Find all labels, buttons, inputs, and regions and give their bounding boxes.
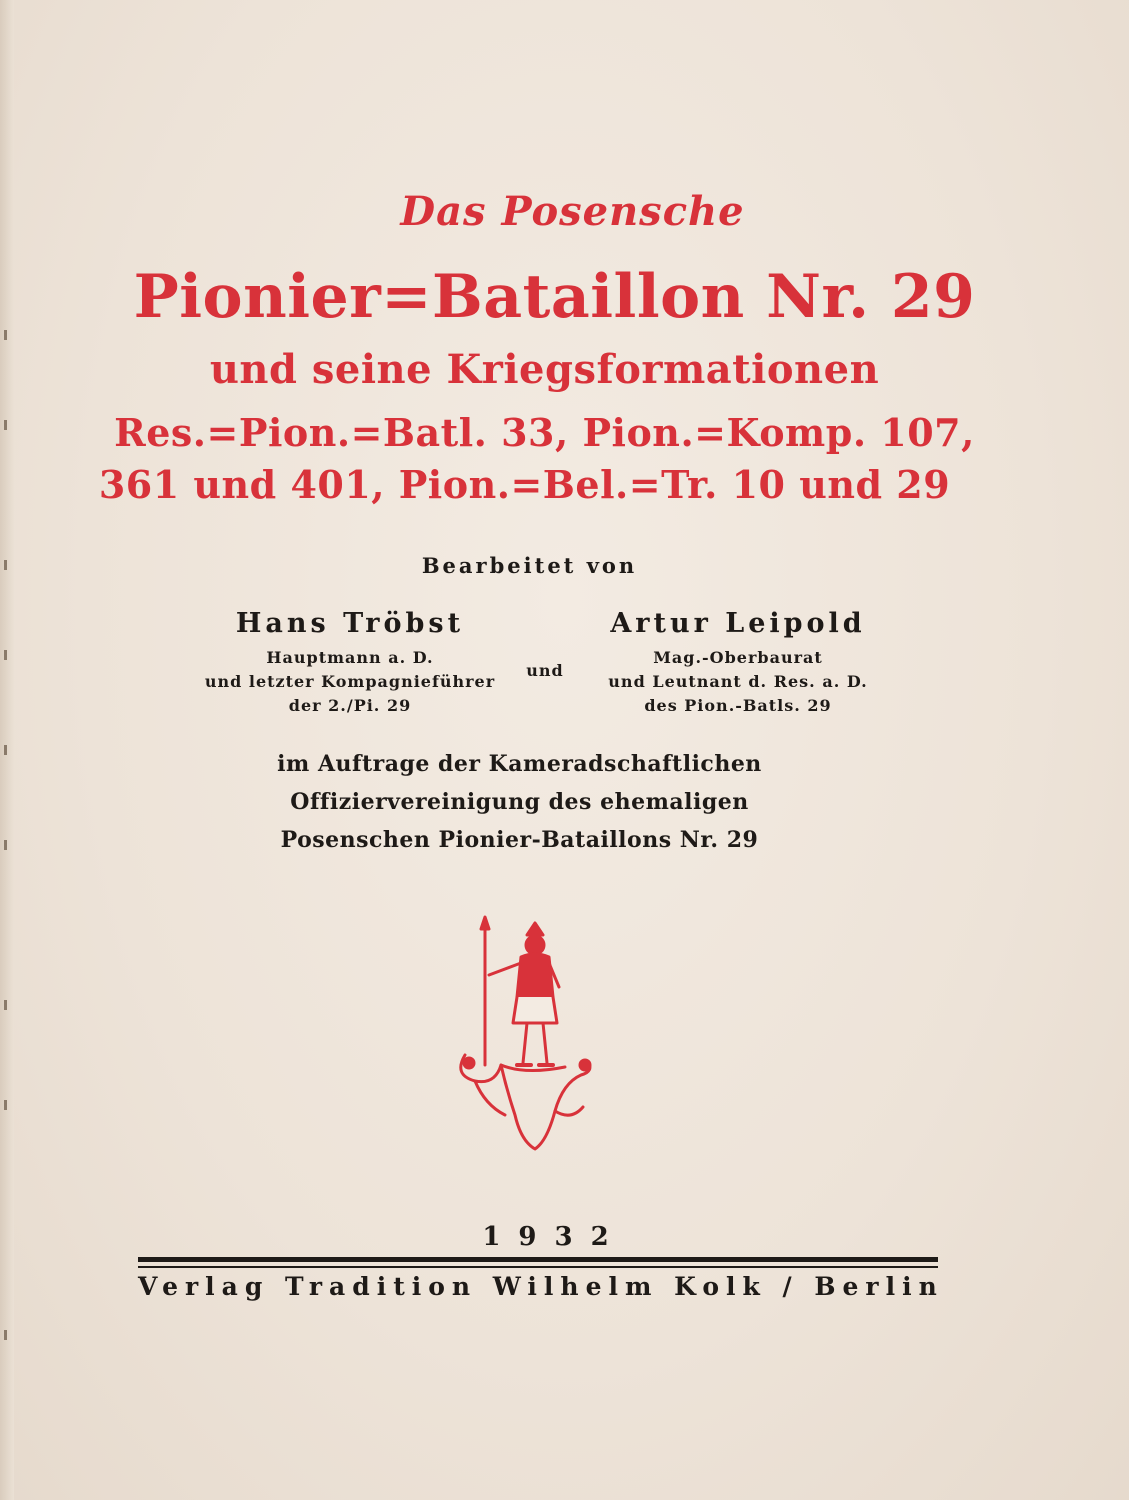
title-line-1: Das Posensche xyxy=(400,188,745,235)
title-line-3: und seine Kriegsformationen xyxy=(209,346,880,393)
title-line-5: 361 und 401, Pion.=Bel.=Tr. 10 und 29 xyxy=(98,462,951,507)
author-role-line: Mag.-Oberbaurat xyxy=(653,648,823,667)
stitch-mark xyxy=(4,650,7,660)
conjunction: und xyxy=(526,661,564,680)
author-role-line: und letzter Kompagnieführer xyxy=(204,672,496,691)
author-block-1 xyxy=(180,608,520,718)
title-line-4: Res.=Pion.=Batl. 33, Pion.=Komp. 107, xyxy=(114,410,975,455)
author-block-2 xyxy=(568,608,908,718)
title-main: Pionier=Bataillon Nr. 29 xyxy=(133,262,976,332)
edited-by-label: Bearbeitet von xyxy=(421,553,638,578)
author-role-line: der 2./Pi. 29 xyxy=(288,696,412,715)
divider-rule xyxy=(138,1266,938,1268)
divider-rule xyxy=(138,1257,938,1262)
author-role-line: des Pion.-Batls. 29 xyxy=(644,696,832,715)
stitch-mark xyxy=(4,1000,7,1010)
commission-text xyxy=(0,745,1129,859)
commission-line: im Auftrage der Kameradschaftlichen xyxy=(277,751,762,777)
pioneer-soldier-monogram-icon xyxy=(455,915,595,1155)
stitch-mark xyxy=(4,1330,7,1340)
stitch-mark xyxy=(4,1100,7,1110)
author-role-line: Hauptmann a. D. xyxy=(266,648,434,667)
author-role-line: und Leutnant d. Res. a. D. xyxy=(608,672,868,691)
author-name: Hans Tröbst xyxy=(235,608,465,639)
commission-line: Offiziervereinigung des ehemaligen xyxy=(290,789,749,815)
publication-year: 1932 xyxy=(482,1222,627,1252)
publisher-imprint: Verlag Tradition Wilhelm Kolk / Berlin xyxy=(138,1272,944,1301)
author-name: Artur Leipold xyxy=(610,608,866,639)
commission-line: Posenschen Pionier-Bataillons Nr. 29 xyxy=(280,827,759,853)
